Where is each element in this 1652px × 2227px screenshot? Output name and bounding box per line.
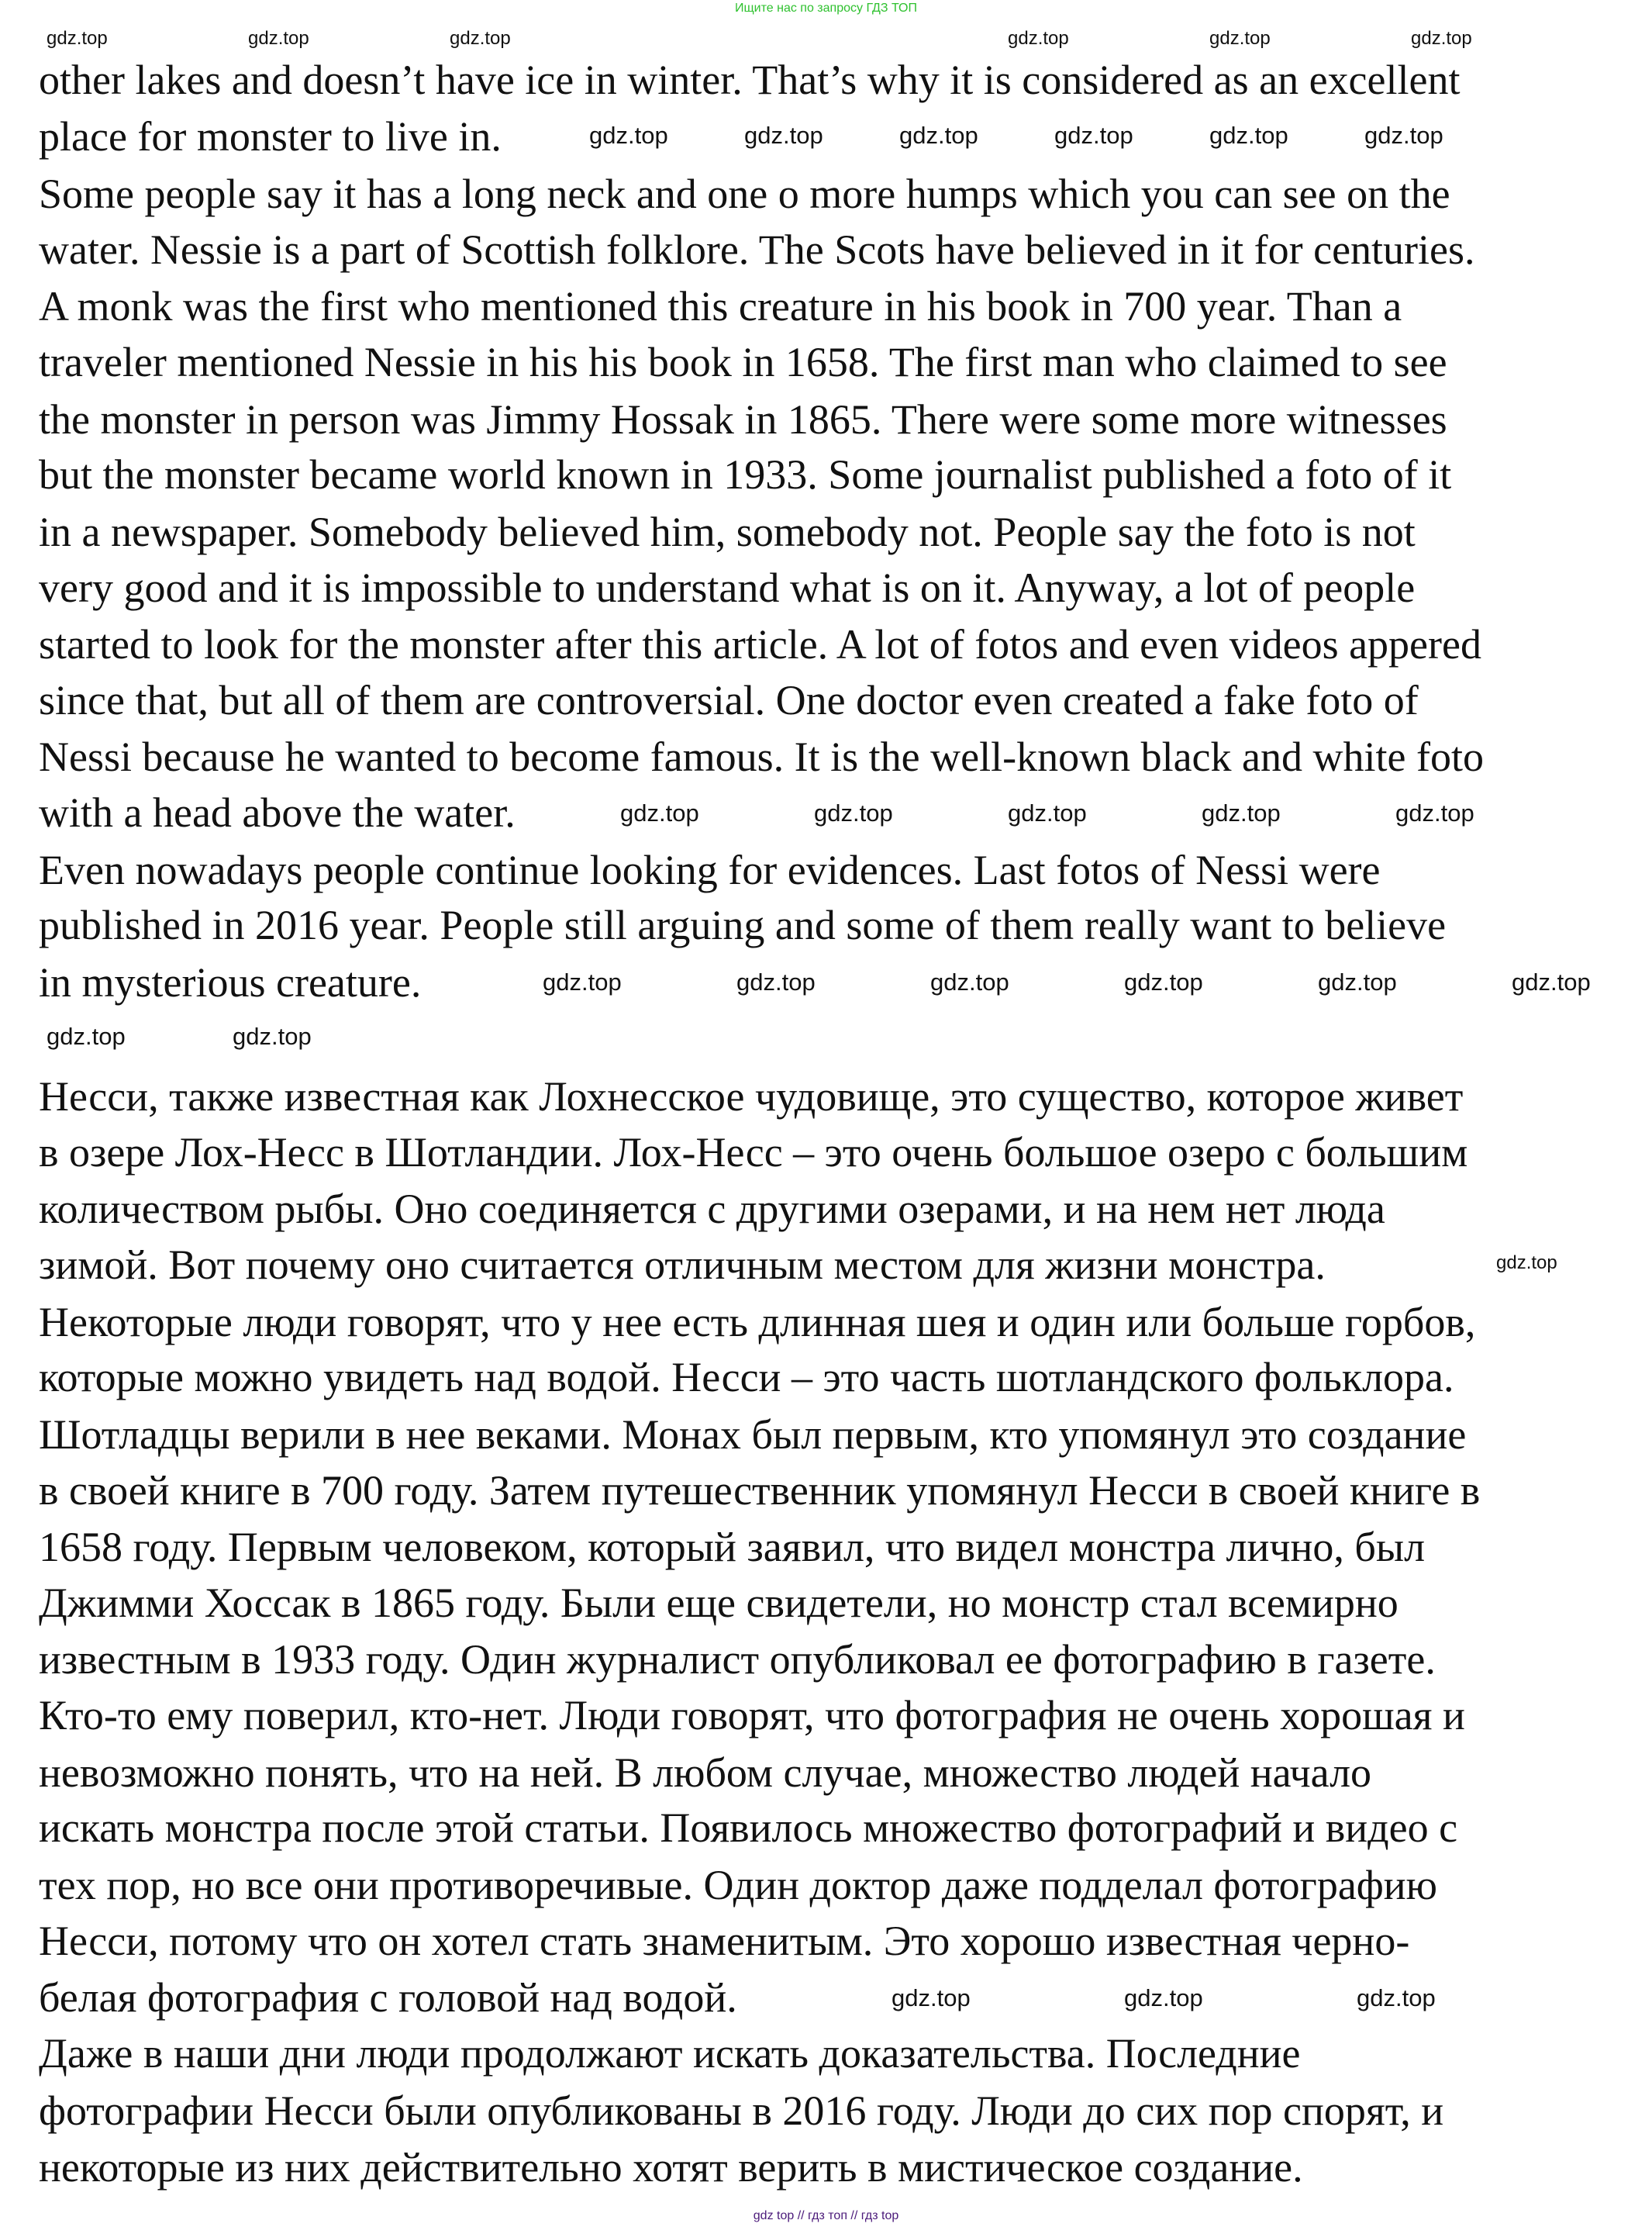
watermark: gdz.top [1357,1984,1436,2011]
watermark: gdz.top [248,28,309,49]
russian-paragraph-line: Несси, также известная как Лохнесское чудовище, это существо, которое живет [39,1073,1464,1120]
russian-paragraph-line: белая фотография с головой над водой. [39,1974,737,2022]
search-banner: Ищите нас по запросу ГДЗ ТОП [735,2,917,15]
english-paragraph-line: Even nowadays people continue looking for evidences. Last fotos of Nessi were [39,846,1381,893]
watermark: gdz.top [620,799,699,827]
english-paragraph-line: other lakes and doesn’t have ice in winter. That’s why it is considered as an excellent [39,56,1461,103]
english-paragraph-line: Some people say it has a long neck and one o more humps which you can see on the [39,170,1450,217]
english-paragraph-line: but the monster became world known in 1933. Some journalist published a foto of it [39,451,1452,499]
english-paragraph-line: with a head above the water. [39,789,516,837]
russian-paragraph-line: Шотладцы верили в нее веками. Монах был первым, кто упомянул это создание [39,1410,1467,1458]
russian-paragraph-line: Даже в наши дни люди продолжают искать доказательства. Последние [39,2029,1301,2077]
watermark: gdz.top [1364,122,1443,149]
watermark: gdz.top [47,28,108,49]
watermark: gdz.top [1209,122,1288,149]
watermark: gdz.top [1395,799,1474,827]
russian-paragraph-line: Некоторые люди говорят, что у нее есть длинная шея и один или больше горбов, [39,1298,1476,1345]
watermark: gdz.top [892,1984,971,2011]
russian-paragraph-line: в своей книге в 700 году. Затем путешественник упомянул Несси в своей книге в [39,1466,1481,1514]
english-paragraph-line: published in 2016 year. People still arguing and some of them really want to believe [39,902,1447,949]
watermark: gdz.top [543,968,622,996]
english-paragraph-line: started to look for the monster after this article. A lot of fotos and even videos appered [39,621,1481,668]
watermark: gdz.top [450,28,511,49]
watermark: gdz.top [899,122,978,149]
english-paragraph-line: in mysterious creature. [39,958,422,1006]
watermark: gdz.top [1054,122,1133,149]
russian-paragraph-line: тех пор, но все они противоречивые. Один доктор даже подделал фотографию [39,1861,1438,1908]
watermark: gdz.top [1512,968,1591,996]
russian-paragraph-line: в озере Лох-Несс в Шотландии. Лох-Несс – это очень большое озеро с большим [39,1128,1468,1176]
watermark: gdz.top [1411,28,1472,49]
english-paragraph-line: A monk was the first who mentioned this creature in his book in 700 year. Than a [39,283,1402,330]
russian-paragraph-line: известным в 1933 году. Один журналист опубликовал ее фотографию в газете. [39,1636,1436,1683]
watermark: gdz.top [1318,968,1397,996]
english-paragraph-line: in a newspaper. Somebody believed him, somebody not. People say the foto is not [39,508,1416,555]
watermark: gdz.top [814,799,893,827]
russian-paragraph-line: количеством рыбы. Оно соединяется с другими озерами, и на нем нет люда [39,1186,1385,1233]
english-paragraph-line: very good and it is impossible to understand what is on it. Anyway, a lot of people [39,564,1416,611]
watermark: gdz.top [233,1023,312,1050]
english-paragraph-line: Nessi because he wanted to become famous. It is the well-known black and white foto [39,734,1484,781]
russian-paragraph-line: зимой. Вот почему оно считается отличным местом для жизни монстра. [39,1241,1326,1289]
watermark: gdz.top [1209,28,1271,49]
russian-paragraph-line: Кто-то ему поверил, кто-нет. Люди говорят, что фотография не очень хорошая и [39,1692,1465,1739]
russian-paragraph-line: Несси, потому что он хотел стать знаменитым. Это хорошо известная черно- [39,1917,1410,1964]
russian-paragraph-line: невозможно понять, что на ней. В любом случае, множество людей начало [39,1749,1372,1796]
russian-paragraph-line: фотографии Несси были опубликованы в 2016 году. Люди до сих пор спорят, и [39,2087,1444,2134]
watermark: gdz.top [930,968,1009,996]
watermark: gdz.top [1202,799,1281,827]
russian-paragraph-line: искать монстра после этой статьи. Появилось множество фотографий и видео с [39,1804,1458,1852]
russian-paragraph-line: некоторые из них действительно хотят верить в мистическое создание. [39,2144,1303,2191]
watermark: gdz.top [1124,968,1203,996]
footer-banner: gdz top // гдз топ // гдз top [753,2209,899,2222]
watermark: gdz.top [744,122,823,149]
watermark: gdz.top [1008,799,1087,827]
watermark: gdz.top [1008,28,1069,49]
russian-paragraph-line: 1658 году. Первым человеком, который заявил, что видел монстра лично, был [39,1524,1426,1571]
watermark: gdz.top [1496,1252,1557,1273]
watermark: gdz.top [736,968,816,996]
russian-paragraph-line: Джимми Хоссак в 1865 году. Были еще свидетели, но монстр стал всемирно [39,1579,1399,1626]
watermark: gdz.top [1124,1984,1203,2011]
english-paragraph-line: the monster in person was Jimmy Hossak in 1865. There were some more witnesses [39,395,1447,443]
russian-paragraph-line: которые можно увидеть над водой. Несси – это часть шотландского фольклора. [39,1354,1454,1401]
watermark: gdz.top [47,1023,126,1050]
english-paragraph-line: traveler mentioned Nessie in his his book in 1658. The first man who claimed to see [39,338,1447,385]
english-paragraph-line: since that, but all of them are controversial. One doctor even created a fake foto of [39,676,1419,723]
english-paragraph-line: water. Nessie is a part of Scottish folklore. The Scots have believed in it for centuries. [39,226,1475,273]
english-paragraph-line: place for monster to live in. [39,113,502,161]
watermark: gdz.top [589,122,668,149]
